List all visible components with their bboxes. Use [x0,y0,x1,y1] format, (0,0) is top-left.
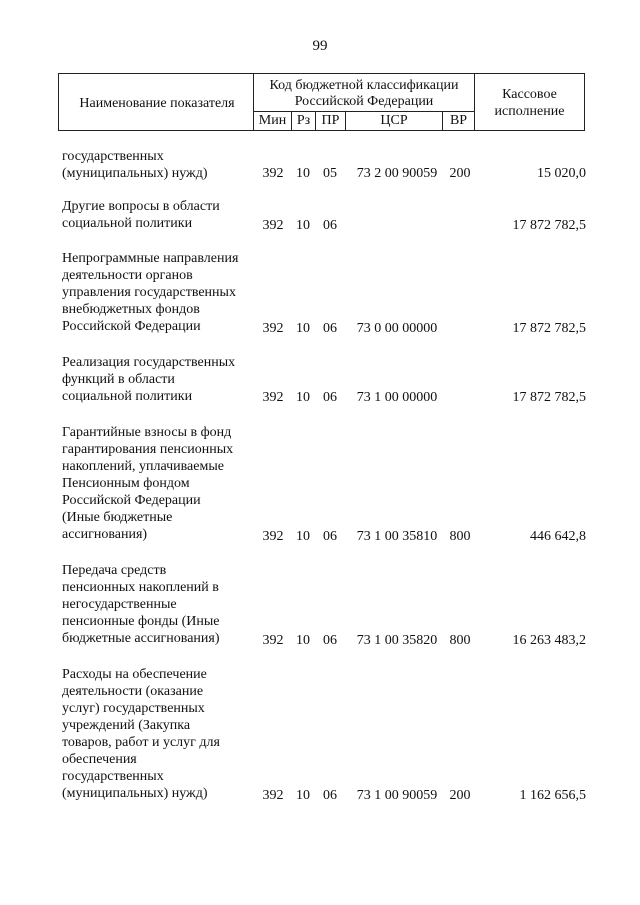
row-pr: 06 [323,218,337,233]
row-amount: 17 872 782,5 [512,321,586,336]
header-min: Мин [258,113,287,128]
header-csr: ЦСР [380,113,408,128]
table-header [58,73,585,131]
header-border-right [584,74,585,130]
header-rz: Рз [296,113,311,128]
row-vr: 800 [449,529,471,544]
header-vr: ВР [449,113,468,128]
row-csr: 73 2 00 90059 [356,166,438,181]
row-amount: 17 872 782,5 [512,218,586,233]
header-border-left [58,74,59,130]
row-pr: 06 [323,390,337,405]
header-pr: ПР [321,113,340,128]
row-rz: 10 [296,390,310,405]
row-vr: 200 [449,166,471,181]
row-amount: 16 263 483,2 [512,633,586,648]
row-csr: 73 1 00 35820 [356,633,438,648]
table-row [58,666,585,806]
row-pr: 06 [323,633,337,648]
row-min: 392 [262,633,284,648]
header-group-title-1: Код бюджетной классификации [269,78,459,93]
row-min: 392 [262,218,284,233]
table-row [58,562,585,652]
row-rz: 10 [296,788,310,803]
row-csr: 73 1 00 90059 [356,788,438,803]
row-rz: 10 [296,633,310,648]
row-name: государственных (муниципальных) нужд) [62,149,208,181]
row-min: 392 [262,166,284,181]
table-row [58,250,585,340]
row-csr: 73 0 00 00000 [356,321,438,336]
row-pr: 06 [323,321,337,336]
row-name: Другие вопросы в области социальной политики [62,199,220,231]
page-number: 99 [312,38,328,54]
row-amount: 15 020,0 [537,166,586,181]
row-amount: 446 642,8 [530,529,586,544]
header-amount-2: исполнение [494,104,565,119]
header-name-col: Наименование показателя [79,96,235,111]
row-vr: 200 [449,788,471,803]
row-pr: 06 [323,788,337,803]
row-rz: 10 [296,218,310,233]
row-amount: 1 162 656,5 [519,788,586,803]
row-vr: 800 [449,633,471,648]
row-name: Передача средств пенсионных накоплений в негосударственные пенсионные фонды (Иные бюджетные ассигнования) [62,563,220,646]
row-rz: 10 [296,529,310,544]
row-min: 392 [262,529,284,544]
row-min: 392 [262,390,284,405]
header-amount-1: Кассовое [502,87,557,102]
table-row [58,354,585,410]
header-subdivider [253,111,474,112]
row-name: Расходы на обеспечение деятельности (оказание услуг) государственных учреждений (Закупка товаров, работ и услуг для обеспечения государственных (муниципальных) нужд) [62,667,220,801]
row-name: Непрограммные направления деятельности органов управления государственных внебюджетных фондов Российской Федерации [62,251,239,334]
row-pr: 06 [323,529,337,544]
row-min: 392 [262,788,284,803]
header-group-title-2: Российской Федерации [294,94,434,109]
row-name: Реализация государственных функций в области социальной политики [62,355,236,404]
row-rz: 10 [296,166,310,181]
table-row [58,424,585,548]
row-min: 392 [262,321,284,336]
row-name: Гарантийные взносы в фонд гарантирования пенсионных накоплений, уплачиваемые Пенсионным фондом Российской Федерации (Иные бюджетные ассигнования) [62,425,234,542]
table-row [58,146,585,186]
row-amount: 17 872 782,5 [512,390,586,405]
row-csr: 73 1 00 00000 [356,390,438,405]
row-pr: 05 [323,166,337,181]
row-rz: 10 [296,321,310,336]
table-row [58,198,585,238]
row-csr: 73 1 00 35810 [356,529,438,544]
